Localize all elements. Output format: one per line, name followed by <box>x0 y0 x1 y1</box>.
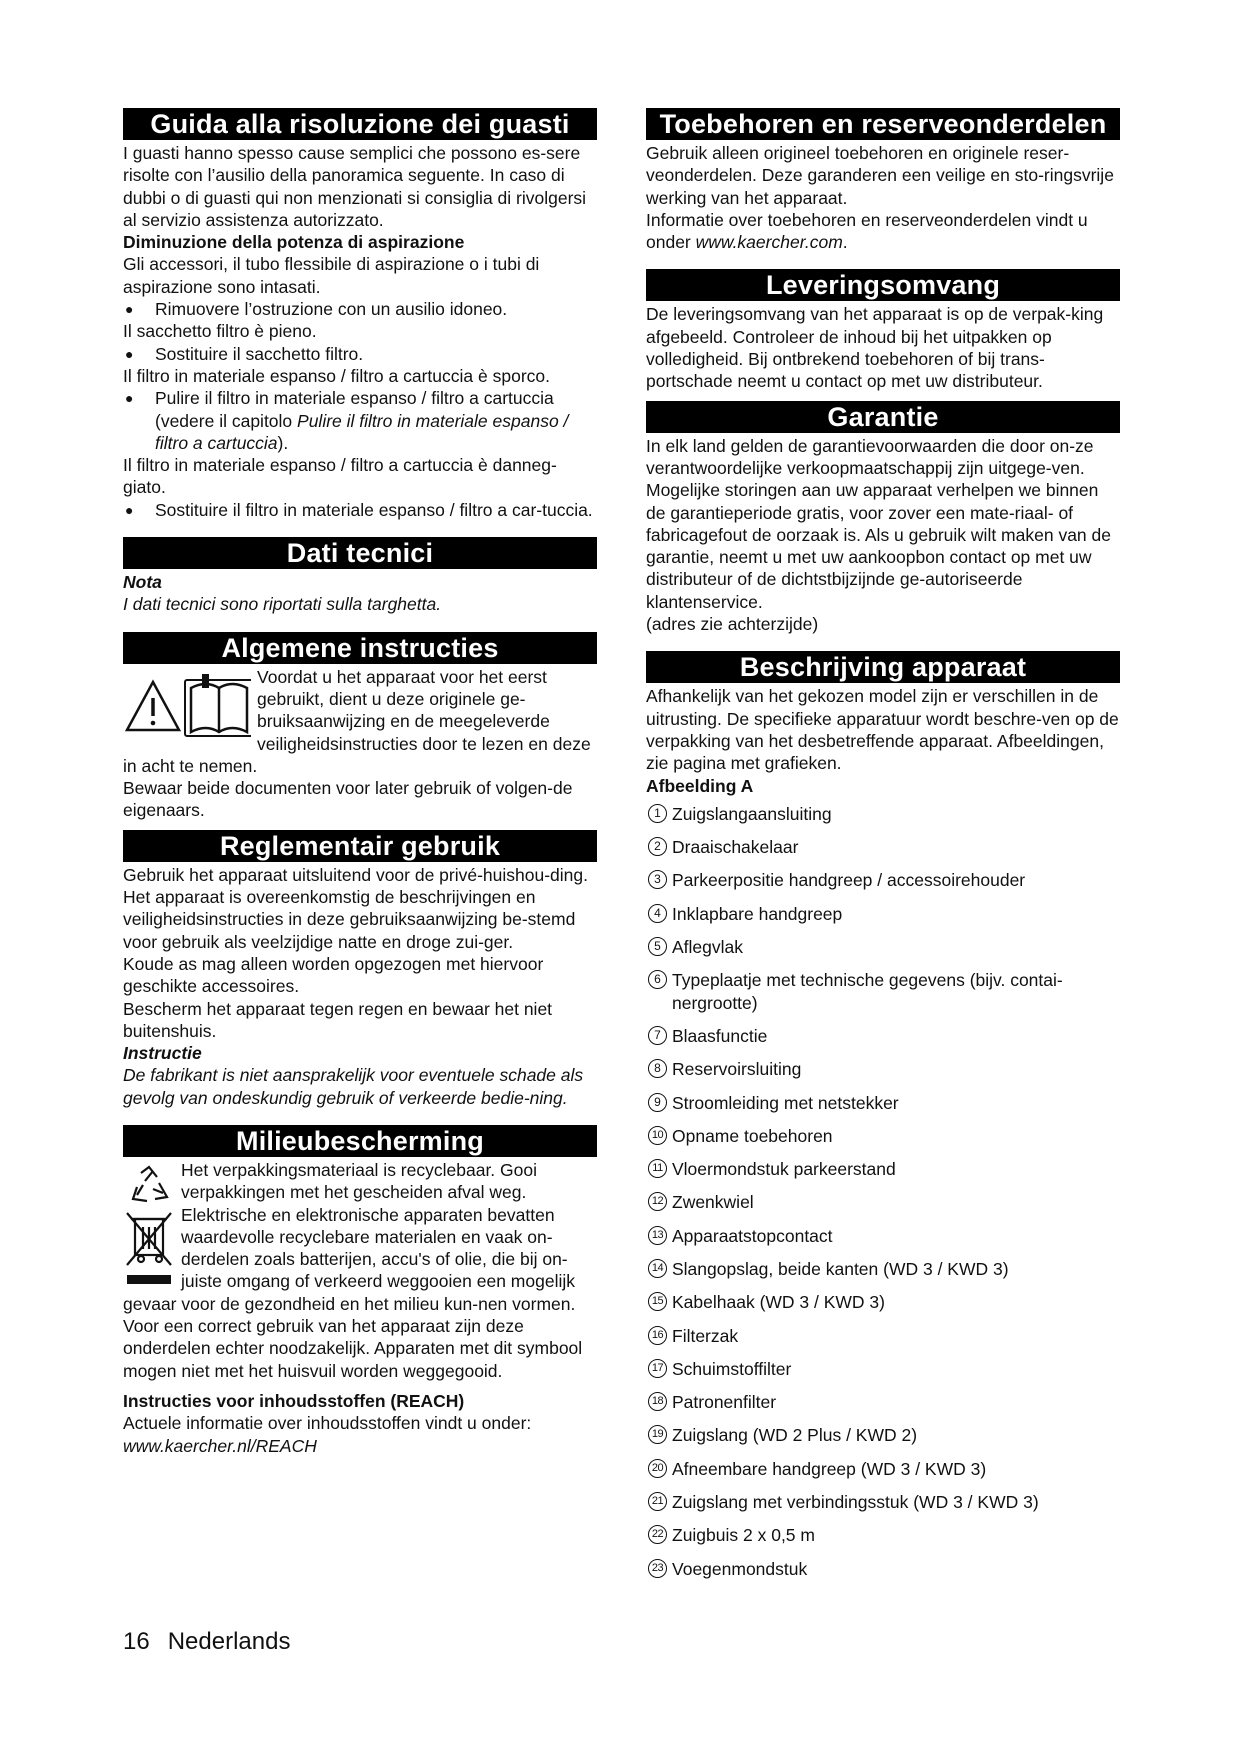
list-item <box>646 1491 1120 1513</box>
item-label: Reservoirsluiting <box>672 1059 802 1080</box>
item-number-badge: 22 <box>648 1525 667 1544</box>
reach-url[interactable]: www.kaercher.nl/REACH <box>123 1435 317 1456</box>
list-item <box>646 1291 1120 1313</box>
item-label: Zuigbuis 2 x 0,5 m <box>672 1525 815 1546</box>
item-number-badge: 8 <box>648 1059 667 1078</box>
intended-use-p4: Bescherm het apparaat tegen regen en bewaar het niet buitenshuis. <box>123 998 553 1041</box>
item-label: Typeplaatje met technische gegevens (bijv. contai-nergrootte) <box>672 970 1063 1013</box>
fix-2: ● Sostituire il sacchetto filtro. <box>123 343 597 365</box>
cause-1: Gli accessori, il tubo flessibile di aspirazione o i tubi di aspirazione sono intasati. <box>123 254 540 297</box>
figure-label: Afbeelding A <box>646 775 754 796</box>
item-label: Slangopslag, beide kanten (WD 3 / KWD 3) <box>672 1258 1009 1279</box>
list-item <box>646 969 1120 1014</box>
item-number-badge: 20 <box>648 1459 667 1478</box>
item-label: Blaasfunctie <box>672 1025 768 1046</box>
item-number-badge: 16 <box>648 1326 667 1345</box>
list-item <box>646 1125 1120 1147</box>
item-number-badge: 19 <box>648 1425 667 1444</box>
warning-manual-icon <box>123 668 251 738</box>
intended-use-p1: Gebruik het apparaat uitsluitend voor de privé-huishou-ding. <box>123 864 589 885</box>
item-label: Aflegvlak <box>672 937 744 958</box>
accessories-p2: Informatie over toebehoren en reserveonderdelen vindt u onder www.kaercher.com. <box>646 209 1088 253</box>
intended-use-p2: Het apparaat is overeenkomstig de beschrijvingen en veiligheidsinstructies in deze gebruiksaanwijzing be-stemd voor gebruik als veelzijdige natte en droge zui-ger. <box>123 887 576 952</box>
general-text-2: Bewaar beide documenten voor later gebruik of volgen-de eigenaars. <box>123 778 573 821</box>
list-item <box>646 1458 1120 1480</box>
item-label: Zuigslang met verbindingsstuk (WD 3 / KWD 3) <box>672 1492 1039 1513</box>
item-label: Zwenkwiel <box>672 1192 754 1213</box>
item-number-badge: 18 <box>648 1392 667 1411</box>
warranty-address: (adres zie achterzijde) <box>646 614 819 635</box>
environment-p1: Het verpakkingsmateriaal is recyclebaar. Gooi verpakkingen met het gescheiden afval weg. <box>181 1159 537 1203</box>
item-label: Opname toebehoren <box>672 1125 833 1146</box>
cause-2: Il sacchetto filtro è pieno. <box>123 321 317 342</box>
item-number-badge: 14 <box>648 1259 667 1278</box>
fix-4: ● Sostituire il filtro in materiale espanso / filtro a car-tuccia. <box>123 499 597 521</box>
list-item <box>646 869 1120 891</box>
fix-1: ● Rimuovere l’ostruzione con un ausilio idoneo. <box>123 298 597 320</box>
item-number-badge: 4 <box>648 904 667 923</box>
list-item <box>646 1325 1120 1347</box>
accessories-p1: Gebruik alleen origineel toebehoren en originele reser-veonderdelen. Deze garanderen een veilige en sto-ringsvrije werking van het apparaat. <box>646 143 1114 208</box>
list-item <box>646 1424 1120 1446</box>
item-number-badge: 15 <box>648 1292 667 1311</box>
item-number-badge: 21 <box>648 1492 667 1511</box>
list-item <box>646 936 1120 958</box>
item-number-badge: 6 <box>648 970 667 989</box>
item-label: Voegenmondstuk <box>672 1558 808 1579</box>
item-label: Patronenfilter <box>672 1392 777 1413</box>
section-title-scope: Leveringsomvang <box>646 269 1120 301</box>
item-number-badge: 2 <box>648 837 667 856</box>
item-label: Apparaatstopcontact <box>672 1225 833 1246</box>
item-label: Filterzak <box>672 1325 739 1346</box>
list-item <box>646 836 1120 858</box>
instruction-label: Instructie <box>123 1043 202 1064</box>
item-label: Vloermondstuk parkeerstand <box>672 1159 896 1180</box>
list-item <box>646 1025 1120 1047</box>
item-number-badge: 12 <box>648 1192 667 1211</box>
item-number-badge: 7 <box>648 1026 667 1045</box>
item-number-badge: 17 <box>648 1359 667 1378</box>
recycle-and-weee-icon <box>123 1163 175 1291</box>
left-column <box>123 108 597 1457</box>
item-label: Parkeerpositie handgreep / accessoirehouder <box>672 870 1026 891</box>
footer-language: Nederlands <box>167 1628 291 1655</box>
reach-text: Actuele informatie over inhoudsstoffen vindt u onder: <box>123 1413 532 1434</box>
list-item <box>646 1391 1120 1413</box>
section-title-environment: Milieubescherming <box>123 1125 597 1157</box>
list-item <box>646 1191 1120 1213</box>
section-title-accessories: Toebehoren en reserveonderdelen <box>646 108 1120 140</box>
parts-list <box>646 803 1120 1580</box>
item-number-badge: 10 <box>648 1126 667 1145</box>
fix-3: ● Pulire il filtro in materiale espanso / filtro a cartuccia (vedere il capitolo Pulire il filtro in materiale espanso / filtro a cartuccia). <box>123 387 597 454</box>
page-number: 16 <box>123 1628 150 1655</box>
accessories-url[interactable]: www.kaercher.com <box>695 232 843 253</box>
section-title-general: Algemene instructies <box>123 632 597 664</box>
list-item <box>646 1258 1120 1280</box>
section-title-description: Beschrijving apparaat <box>646 651 1120 683</box>
item-number-badge: 3 <box>648 870 667 889</box>
item-label: Draaischakelaar <box>672 837 799 858</box>
section-title-troubleshooting: Guida alla risoluzione dei guasti <box>123 108 597 140</box>
item-number-badge: 23 <box>648 1559 667 1578</box>
environment-p2: Elektrische en elektronische apparaten bevatten waardevolle recyclebare materialen en vaak on-derdelen zoals batterijen, accu's of olie, die bij on-juiste omgang of verkeerd weggooien een mogelijk gevaar voor de gezondheid en het milieu kun-nen vormen. Voor een correct gebruik van het apparaat zijn deze onderdelen echter noodzakelijk. Apparaten met dit symbool mogen niet met het huisvuil worden weggegooid. <box>123 1204 583 1381</box>
note-text: I dati tecnici sono riportati sulla targhetta. <box>123 594 442 615</box>
list-item <box>646 1058 1120 1080</box>
item-number-badge: 1 <box>648 804 667 823</box>
list-item <box>646 803 1120 825</box>
list-item <box>646 1524 1120 1546</box>
intended-use-p3: Koude as mag alleen worden opgezogen met hiervoor geschikte accessoires. <box>123 953 544 997</box>
reach-heading: Instructies voor inhoudsstoffen (REACH) <box>123 1390 465 1411</box>
item-number-badge: 13 <box>648 1226 667 1245</box>
cause-3: Il filtro in materiale espanso / filtro a cartuccia è sporco. <box>123 365 550 386</box>
scope-text: De leveringsomvang van het apparaat is op de verpak-king afgebeeld. Controleer de inhoud bij het uitpakken op volledigheid. Bij ontbrekend toebehoren of bij trans-portschade neemt u contact op met uw distributeur. <box>646 304 1104 392</box>
section-title-tech: Dati tecnici <box>123 537 597 569</box>
list-item <box>646 1092 1120 1114</box>
item-label: Stroomleiding met netstekker <box>672 1092 899 1113</box>
item-number-badge: 11 <box>648 1159 667 1178</box>
item-label: Schuimstoffilter <box>672 1358 792 1379</box>
general-instructions <box>123 666 597 822</box>
note-label: Nota <box>123 572 162 593</box>
right-column <box>646 108 1120 1591</box>
troubleshooting-subheading: Diminuzione della potenza di aspirazione <box>123 232 465 253</box>
chapter-reference: Pulire il filtro in materiale espanso / filtro a cartuccia <box>155 410 569 453</box>
item-label: Kabelhaak (WD 3 / KWD 3) <box>672 1292 885 1313</box>
item-label: Afneembare handgreep (WD 3 / KWD 3) <box>672 1458 987 1479</box>
instruction-text: De fabrikant is niet aansprakelijk voor eventuele schade als gevolg van ondeskundig gebruik of verkeerde bedie-ning. <box>123 1065 584 1108</box>
list-item <box>646 1225 1120 1247</box>
cause-4: Il filtro in materiale espanso / filtro a cartuccia è danneg-giato. <box>123 455 557 498</box>
general-text-1: Voordat u het apparaat voor het eerst gebruikt, dient u deze originele ge-bruiksaanwijzing en de meegeleverde veiligheidsinstructies door te lezen en deze in acht te nemen. <box>123 666 591 776</box>
troubleshooting-intro: I guasti hanno spesso cause semplici che possono es-sere risolte con l’ausilio della panoramica seguente. In caso di dubbi o di guasti qui non menzionati si consiglia di rivolgersi al servizio assistenza autorizzato. <box>123 143 587 230</box>
item-number-badge: 5 <box>648 937 667 956</box>
environment-block <box>123 1159 597 1382</box>
item-label: Inklapbare handgreep <box>672 903 843 924</box>
page-footer <box>123 1628 291 1655</box>
item-label: Zuigslang (WD 2 Plus / KWD 2) <box>672 1425 918 1446</box>
list-item <box>646 1158 1120 1180</box>
list-item <box>646 1558 1120 1580</box>
item-number-badge: 9 <box>648 1093 667 1112</box>
list-item <box>646 903 1120 925</box>
description-text: Afhankelijk van het gekozen model zijn er verschillen in de uitrusting. De specifieke apparatuur wordt beschre-ven op de verpakking van het desbetreffende apparaat. Afbeeldingen, zie pagina met grafieken. <box>646 686 1119 774</box>
item-label: Zuigslangaansluiting <box>672 803 832 824</box>
section-title-intended-use: Reglementair gebruik <box>123 830 597 862</box>
list-item <box>646 1358 1120 1380</box>
warranty-text: In elk land gelden de garantievoorwaarden die door on-ze verantwoordelijke verkoopmaatschappij zijn uitgege-ven. Mogelijke storingen aan uw apparaat verhelpen we binnen de garantieperiode gratis, voor zover een mate-riaal- of fabricagefout de oorzaak is. Als u gebruik wilt maken van de garantie, neemt u met uw aankoopbon contact op met uw distributeur of de dichtstbijzijnde ge-autoriseerde klantenservice. <box>646 435 1111 612</box>
section-title-warranty: Garantie <box>646 401 1120 433</box>
